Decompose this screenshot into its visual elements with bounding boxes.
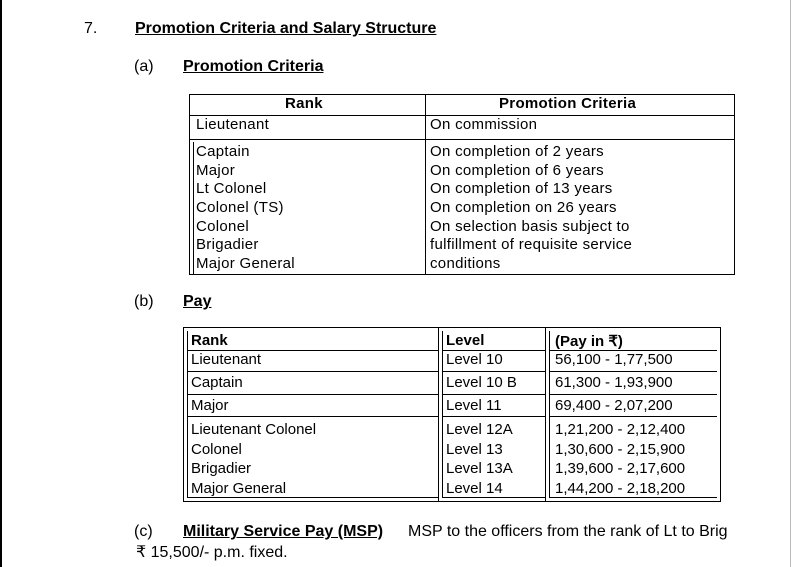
- promotion-header-rank: Rank: [285, 95, 323, 112]
- list-item: Major: [196, 161, 236, 179]
- promotion-header-criteria: Promotion Criteria: [499, 95, 637, 112]
- list-item: Captain: [196, 143, 250, 160]
- list-item: fulfillment of requisite service: [430, 236, 633, 254]
- list-item: Colonel: [196, 217, 249, 235]
- list-item: On completion on 26 years: [430, 199, 617, 217]
- list-item: Lieutenant Colonel: [191, 421, 317, 438]
- list-item: 1,21,200 - 2,12,400: [555, 421, 686, 438]
- pay-level-lieutenant: Level 10: [446, 351, 503, 368]
- promotion-rank-list: [196, 143, 295, 274]
- section-title: Promotion Criteria and Salary Structure: [135, 20, 437, 37]
- page-left-rule: [0, 0, 2, 567]
- subsection-b-marker: (b): [134, 293, 154, 310]
- list-item: Brigadier: [196, 236, 259, 254]
- list-item: conditions: [430, 255, 501, 273]
- promotion-rank-lieutenant: Lieutenant: [196, 116, 270, 133]
- pay-range-lieutenant: 56,100 - 1,77,500: [555, 351, 673, 368]
- pay-rank-list: [191, 420, 316, 498]
- list-item: Lt Colonel: [196, 180, 267, 198]
- pay-level-list: [446, 420, 513, 498]
- list-item: 1,30,600 - 2,15,900: [555, 440, 686, 458]
- pay-rank-captain: Captain: [191, 374, 243, 391]
- list-item: Level 14: [446, 479, 503, 497]
- pay-range-captain: 61,300 - 1,93,900: [555, 374, 673, 391]
- list-item: Major General: [196, 255, 295, 273]
- msp-amount: ₹ 15,500/- p.m. fixed.: [136, 544, 288, 561]
- pay-range-list: [555, 420, 685, 498]
- list-item: Level 13: [446, 440, 503, 458]
- list-item: On completion of 2 years: [430, 143, 604, 160]
- subsection-c-title: Military Service Pay (MSP): [183, 523, 384, 540]
- pay-level-major: Level 11: [446, 397, 502, 414]
- subsection-a-title: Promotion Criteria: [183, 58, 324, 75]
- section-number: 7.: [84, 20, 98, 37]
- list-item: Level 13A: [446, 460, 513, 477]
- list-item: On completion of 13 years: [430, 180, 613, 198]
- list-item: 1,44,200 - 2,18,200: [555, 479, 686, 497]
- list-item: On selection basis subject to: [430, 217, 630, 235]
- list-item: On completion of 6 years: [430, 161, 604, 179]
- list-item: Colonel (TS): [196, 199, 284, 217]
- pay-rank-major: Major: [191, 397, 229, 414]
- list-item: 1,39,600 - 2,17,600: [555, 460, 686, 477]
- list-item: Major General: [191, 479, 287, 497]
- promotion-criteria-lieutenant: On commission: [430, 116, 538, 133]
- subsection-b-title: Pay: [183, 293, 212, 310]
- pay-level-captain: Level 10 B: [446, 374, 517, 391]
- msp-text: MSP to the officers from the rank of Lt to Brig: [408, 523, 728, 540]
- list-item: Colonel: [191, 440, 242, 458]
- page-right-rule: [790, 0, 791, 567]
- pay-header-rank: Rank: [191, 332, 228, 349]
- list-item: Level 12A: [446, 421, 513, 438]
- pay-rank-lieutenant: Lieutenant: [191, 351, 262, 368]
- promotion-criteria-list: [430, 143, 632, 274]
- pay-header-level: Level: [446, 332, 485, 349]
- pay-range-major: 69,400 - 2,07,200: [555, 397, 673, 414]
- subsection-c-marker: (c): [134, 523, 153, 540]
- pay-header-pay: (Pay in ₹): [555, 333, 623, 350]
- subsection-a-marker: (a): [134, 58, 154, 75]
- list-item: Brigadier: [191, 460, 252, 477]
